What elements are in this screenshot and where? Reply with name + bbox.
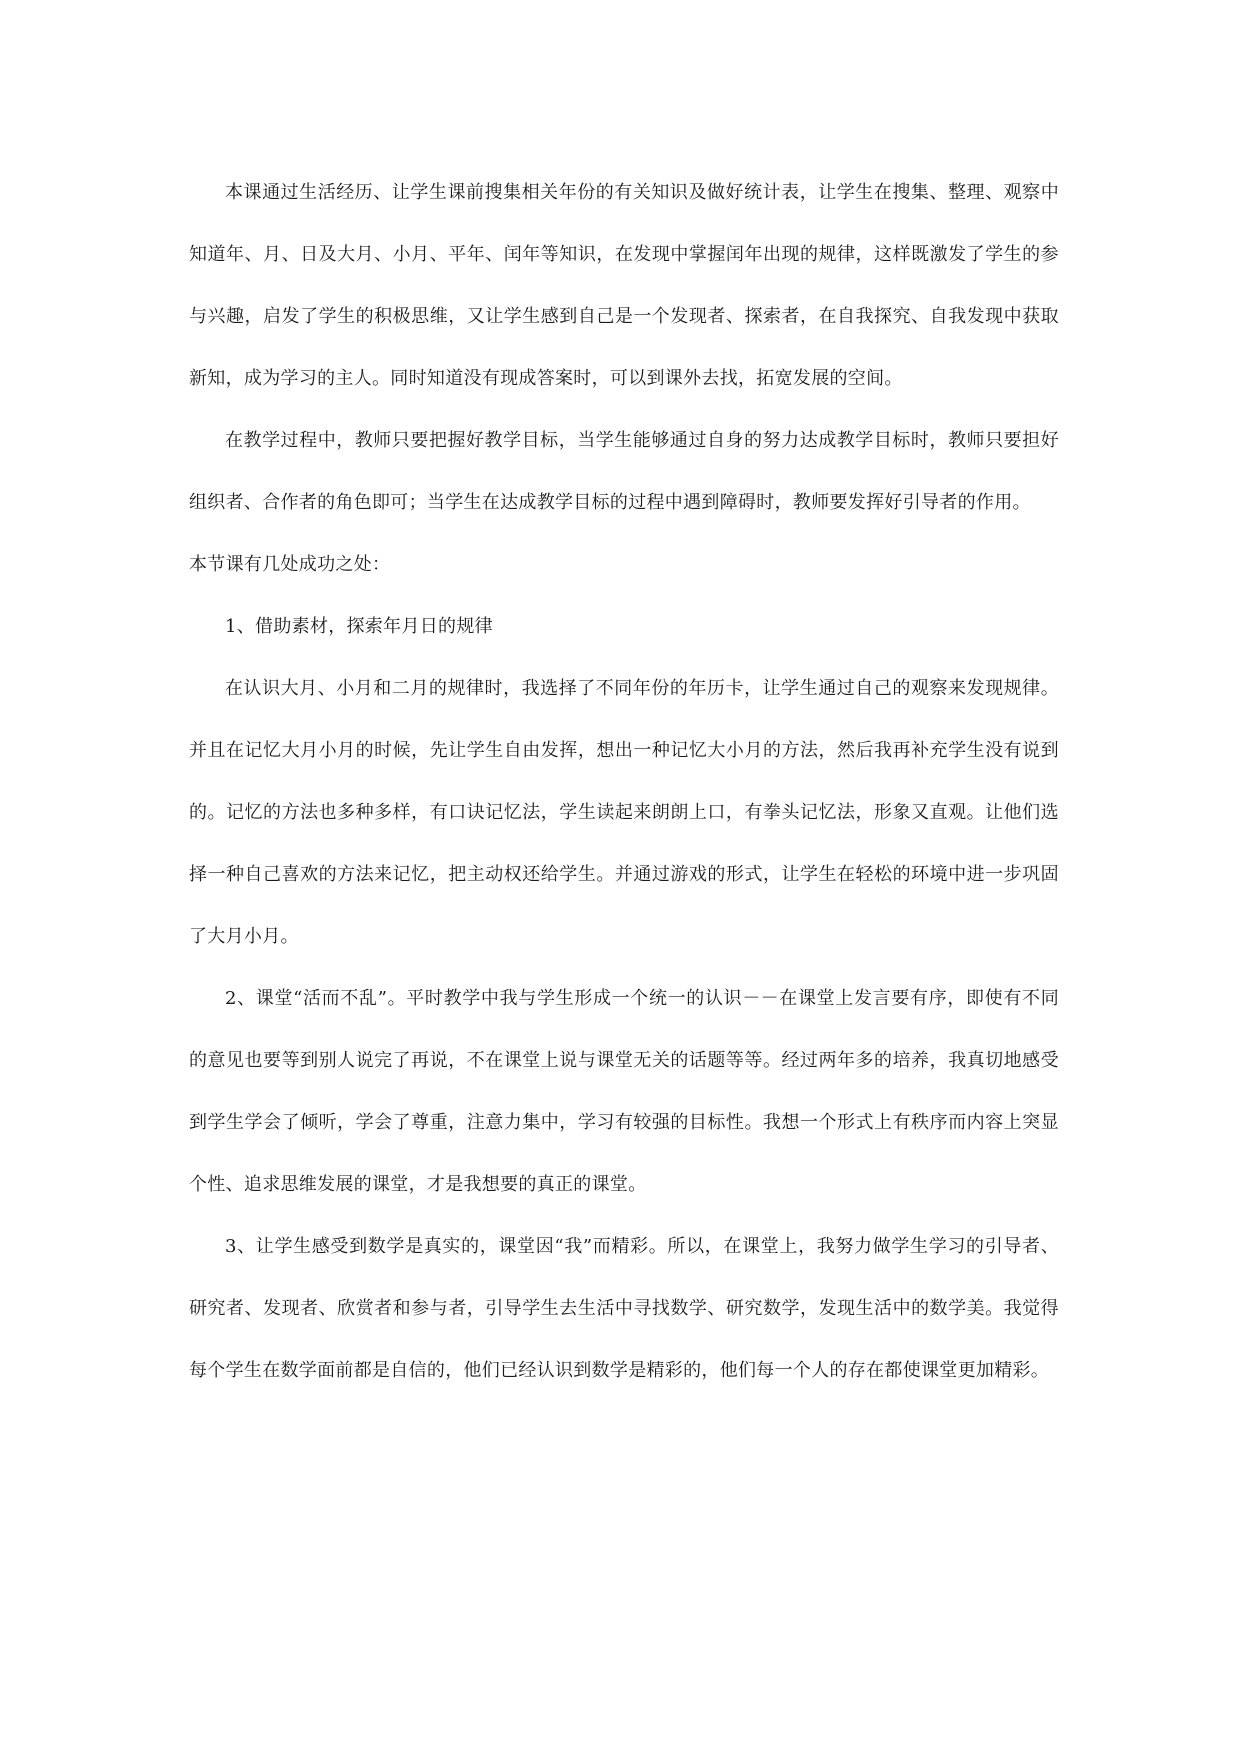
document-body (189, 162, 1059, 1402)
paragraph-point-1-body: 在认识大月、小月和二月的规律时，我选择了不同年份的年历卡，让学生通过自己的观察来发现规律。并且在记忆大月小月的时候，先让学生自由发挥，想出一种记忆大小月的方法，然后我再补充学生没有说到的。记忆的方法也多种多样，有口诀记忆法，学生读起来朗朗上口，有拳头记忆法，形象又直观。让他们选择一种自己喜欢的方法来记忆，把主动权还给学生。并通过游戏的形式，让学生在轻松的环境中进一步巩固了大月小月。 (189, 678, 1059, 947)
paragraph-intro: 本课通过生活经历、让学生课前搜集相关年份的有关知识及做好统计表，让学生在搜集、整理、观察中知道年、月、日及大月、小月、平年、闰年等知识，在发现中掌握闰年出现的规律，这样既激发了学生的参与兴趣，启发了学生的积极思维，又让学生感到自己是一个发现者、探索者，在自我探究、自我发现中获取新知，成为学习的主人。同时知道没有现成答案时，可以到课外去找，拓宽发展的空间。 (189, 182, 1059, 389)
paragraph-point-3: 3、让学生感受到数学是真实的，课堂因“我”而精彩。所以，在课堂上，我努力做学生学习的引导者、研究者、发现者、欣赏者和参与者，引导学生去生活中寻找数学、研究数学，发现生活中的数学美。我觉得每个学生在数学面前都是自信的，他们已经认识到数学是精彩的，他们每一个人的存在都使课堂更加精彩。 (189, 1236, 1059, 1381)
paragraph-teaching-process: 在教学过程中，教师只要把握好教学目标，当学生能够通过自身的努力达成教学目标时，教师只要担好组织者、合作者的角色即可；当学生在达成教学目标的过程中遇到障碍时，教师要发挥好引导者的作用。 (189, 430, 1059, 513)
paragraph-point-2: 2、课堂“活而不乱”。平时教学中我与学生形成一个统一的认识－－在课堂上发言要有序，即使有不同的意见也要等到别人说完了再说，不在课堂上说与课堂无关的话题等等。经过两年多的培养，我真切地感受到学生学会了倾听，学会了尊重，注意力集中，学习有较强的目标性。我想一个形式上有秩序而内容上突显个性、追求思维发展的课堂，才是我想要的真正的课堂。 (189, 988, 1059, 1195)
paragraph-point-1-heading: 1、借助素材，探索年月日的规律 (225, 616, 493, 637)
paragraph-success-summary: 本节课有几处成功之处： (189, 554, 391, 575)
